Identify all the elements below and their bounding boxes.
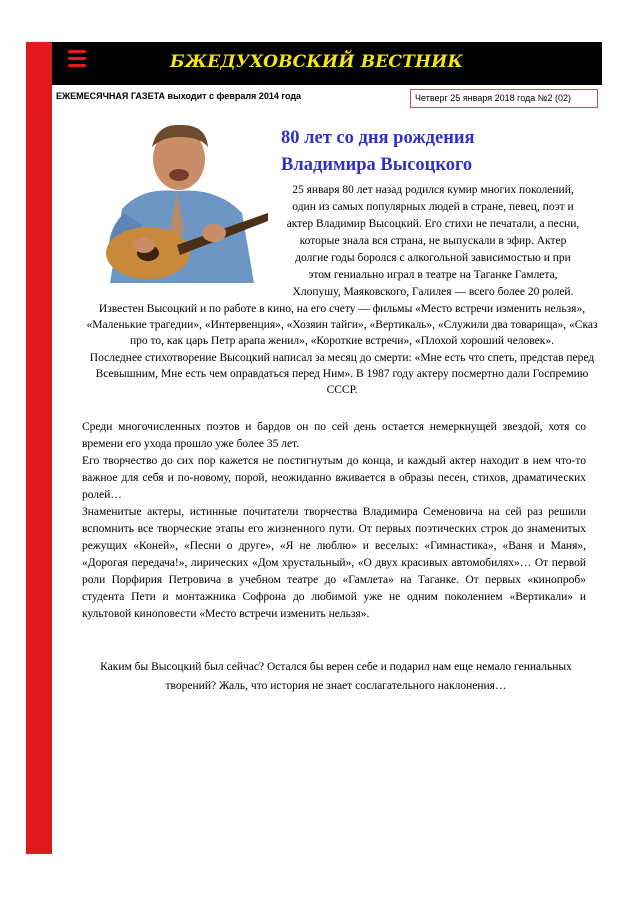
body-paragraph-3: Знаменитые актеры, истинные почитатели творчества Владимира Семеновича на сей раз решили вспомнить все творческие этапы его жизненного пути. От первых поэтических строк до знаменитых режущих «Коней», «Песни о друге», «Я не люблю» и веселых: «Гимнастика», «Ваня и Маня», «Дорогая передача!», лирических «Дом хрустальный», «О двух красивых автомобилях»… От первой роли Порфирия Петровича в учебном театре до «Гамлета» на Таганке. От первых «кинопроб» студента Пети и монтажника Софрона до любимой уже не одним поколением «Вертикали» и культовой киноповести «Место встречи изменить нельзя». — [82, 506, 586, 620]
headline-line-2: Владимира Высоцкого — [281, 155, 473, 175]
headline-line-1: 80 лет со дня рождения — [281, 128, 475, 148]
article-body — [82, 419, 586, 623]
body-paragraph-1: Среди многочисленных поэтов и бардов он по сей день остается немеркнущей звездой, хотя со времени его ухода прошло уже более 35 лет. — [82, 421, 586, 450]
body-paragraph-2: Его творчество до сих пор кажется не постигнутым до конца, и каждый актер находит в нем что-то важное для себя и по-новому, порой, неожиданно вживается в образы песен, стихов, драматических ролей… — [82, 455, 586, 501]
article-lead: 25 января 80 лет назад родился кумир многих поколений, один из самых популярных людей в стране, певец, поэт и актер Владимир Высоцкий. Его стихи не печатали, а песни, которые знала вся страна, не выпускали в эфир. Актер долгие годы боролся с алкогольной зависимостью и при этом гениально играл в театре на Таганке Гамлета, Хлопушу, Маяковского, Галилея — всего более 20 ролей. — [286, 184, 580, 298]
last-poem-paragraph: Последнее стихотворение Высоцкий написал за месяц до смерти: «Мне есть что спеть, представ перед Всевышним, Мне есть чем оправдаться перед Ним». В 1987 году актеру посмертно дали Госпремию СССР. — [89, 352, 595, 396]
singer-with-guitar-photo — [82, 117, 269, 283]
closing-paragraph: Каким бы Высоцкий был сейчас? Остался бы верен себе и подарил нам еще немало гениальных творений? Жаль, что история не знает сослагательного наклонения… — [100, 661, 572, 692]
tagline: ЕЖЕМЕСЯЧНАЯ ГАЗЕТА выходит с февраля 2014 года — [56, 91, 302, 101]
issue-date: Четверг 25 января 2018 года №2 (02) — [410, 89, 598, 108]
films-paragraph: Известен Высоцкий и по работе в кино, на его счету — фильмы «Место встречи изменить нельзя», «Маленькие трагедии», «Интервенция», «Хозяин тайги», «Вертикаль», «Служили два товарища», «Сказ про то, как царь Петр арапа женил», «Короткие встречи», «Плохой хороший человек». — [86, 303, 598, 347]
newspaper-title: БЖЕДУХОВСКИЙ ВЕСТНИК — [170, 52, 464, 72]
article-center-block — [82, 301, 602, 399]
left-accent-bar — [26, 42, 52, 854]
hamburger-icon[interactable] — [68, 50, 86, 68]
article-headline — [281, 125, 601, 179]
